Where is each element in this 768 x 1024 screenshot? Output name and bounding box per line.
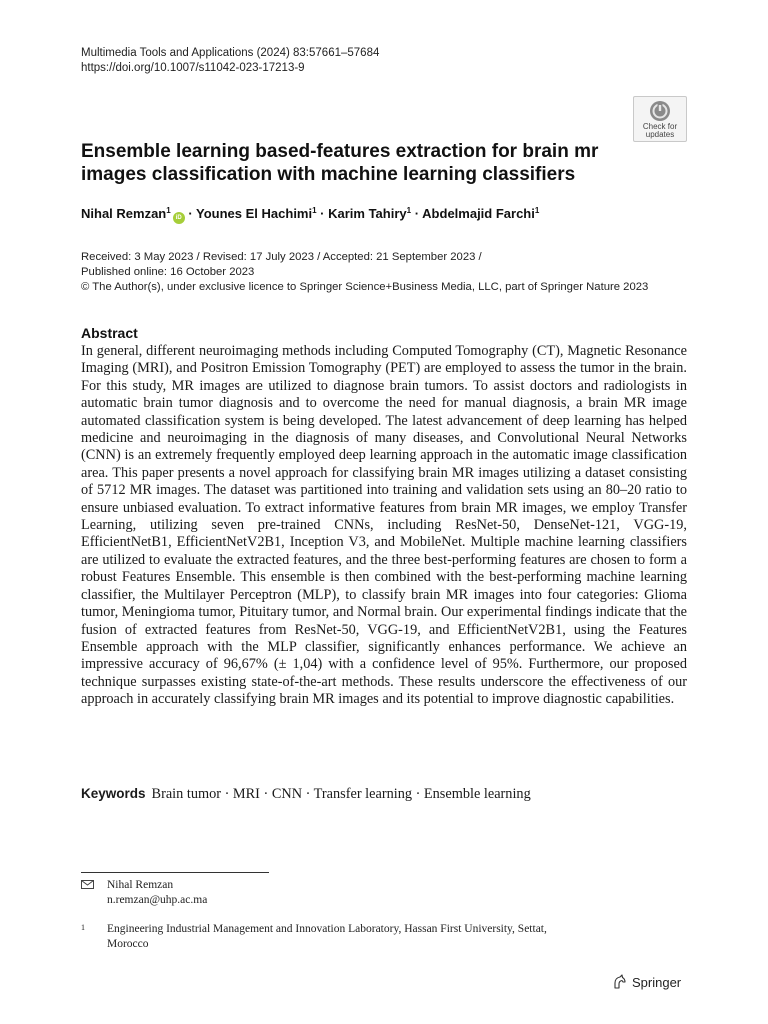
corresponding-email[interactable]: n.remzan@uhp.ac.ma bbox=[107, 894, 208, 906]
doi-link[interactable]: https://doi.org/10.1007/s11042-023-17213-9 bbox=[81, 62, 305, 74]
author-affiliation-marker: 1 bbox=[312, 206, 317, 215]
published-online-date: Published online: 16 October 2023 bbox=[81, 266, 255, 278]
author-name[interactable]: Nihal Remzan bbox=[81, 206, 167, 221]
author-affiliation-marker: 1 bbox=[166, 206, 171, 215]
springer-horse-icon bbox=[612, 974, 628, 990]
publisher-name: Springer bbox=[632, 974, 682, 990]
author-affiliation-marker: 1 bbox=[406, 206, 412, 215]
affiliation-line-1: Engineering Industrial Management and Innovation Laboratory, Hassan First University, Settat, bbox=[107, 923, 547, 935]
history-dates: Received: 3 May 2023 / Revised: 17 July 2023 / Accepted: 21 September 2023 / bbox=[81, 251, 482, 263]
mail-icon bbox=[81, 880, 94, 889]
author-name[interactable]: Abdelmajid Farchi bbox=[422, 206, 535, 221]
journal-citation: Multimedia Tools and Applications (2024) 83:57661–57684 bbox=[81, 47, 380, 59]
badge-line-2: updates bbox=[645, 130, 675, 139]
author-name[interactable]: Karim Tahiry bbox=[328, 206, 407, 221]
keywords-label: Keywords bbox=[81, 786, 146, 801]
author-separator: · bbox=[184, 206, 197, 221]
affiliation-line-2: Morocco bbox=[107, 938, 149, 950]
keywords-line bbox=[81, 786, 531, 803]
journal-header bbox=[81, 46, 379, 76]
publication-dates bbox=[81, 250, 648, 295]
footnote-divider bbox=[81, 872, 269, 873]
paper-title: Ensemble learning based-features extraction for brain mr images classification with machine learning classifiers bbox=[81, 141, 599, 185]
springer-logo bbox=[612, 974, 681, 990]
author-list bbox=[81, 206, 539, 224]
keywords-list: Brain tumor · MRI · CNN · Transfer learning · Ensemble learning bbox=[151, 786, 531, 802]
author-separator: · bbox=[316, 206, 329, 221]
abstract-heading: Abstract bbox=[81, 325, 138, 341]
check-for-updates-icon bbox=[649, 100, 671, 122]
check-for-updates-badge[interactable] bbox=[633, 96, 687, 142]
orcid-icon[interactable]: iD bbox=[173, 212, 185, 224]
badge-line-1: Check for bbox=[642, 122, 678, 131]
author-separator: · bbox=[411, 206, 423, 221]
abstract-body: In general, different neuroimaging methods including Computed Tomography (CT), Magnetic Resonance Imaging (MRI), and Positron Emission Tomography (PET) are employed to assess the tumor in the brain. For this study, MR images are utilized to diagnose brain tumors. To assist doctors and radiologists in automatic brain tumor diagnosis and to overcome the need for manual diagnosis, a brain MR image automated classification system is being developed. The latest advancement of deep learning has helped medicine and neuroimaging in the diagnosis of many diseases, and Convolutional Neural Networks (CNN) is an extremely frequently employed deep learning approach in the automatic image classification area. This paper presents a novel approach for classifying brain MR images utilizing a dataset consisting of 5712 MR images. The dataset was partitioned into training and validation sets using an 80–20 ratio to ensure unbiased evaluation. To extract informative features from brain MR images, we employ Transfer Learning, utilizing seven pre-trained CNNs, including ResNet-50, DenseNet-121, VGG-19, EfficientNetB1, EfficientNetV2B1, Inception V3, and MobileNet. Multiple machine learning classifiers are utilized to evaluate the extracted features, and the three best-performing features are chosen to form a robust Features Ensemble. This ensemble is then combined with the best-performing machine learning classifier, the Multilayer Perceptron (MLP), to classify brain MR images into four categories: Glioma tumor, Meningioma tumor, Pituitary tumor, and Normal brain. Our experimental findings indicate that the fusion of extracted features from ResNet-50, VGG-19, and EfficientNetV2B1, using the Features Ensemble approach with the MLP classifier, significantly enhances performance. We achieve an impressive accuracy of 96,67% (± 1,04) with a confidence level of 95%. Furthermore, our proposed technique surpasses existing state-of-the-art methods. These results underscore the effectiveness of our approach in accurately classifying brain MR images and its potential to improve diagnostic capabilities. bbox=[81, 343, 687, 708]
corresponding-name: Nihal Remzan bbox=[107, 879, 174, 891]
affiliation-number: 1 bbox=[81, 923, 85, 932]
copyright-notice: © The Author(s), under exclusive licence to Springer Science+Business Media, LLC, part of Springer Nature 2023 bbox=[81, 281, 649, 293]
author-affiliation-marker: 1 bbox=[534, 206, 540, 215]
author-name[interactable]: Younes El Hachimi bbox=[196, 206, 313, 221]
